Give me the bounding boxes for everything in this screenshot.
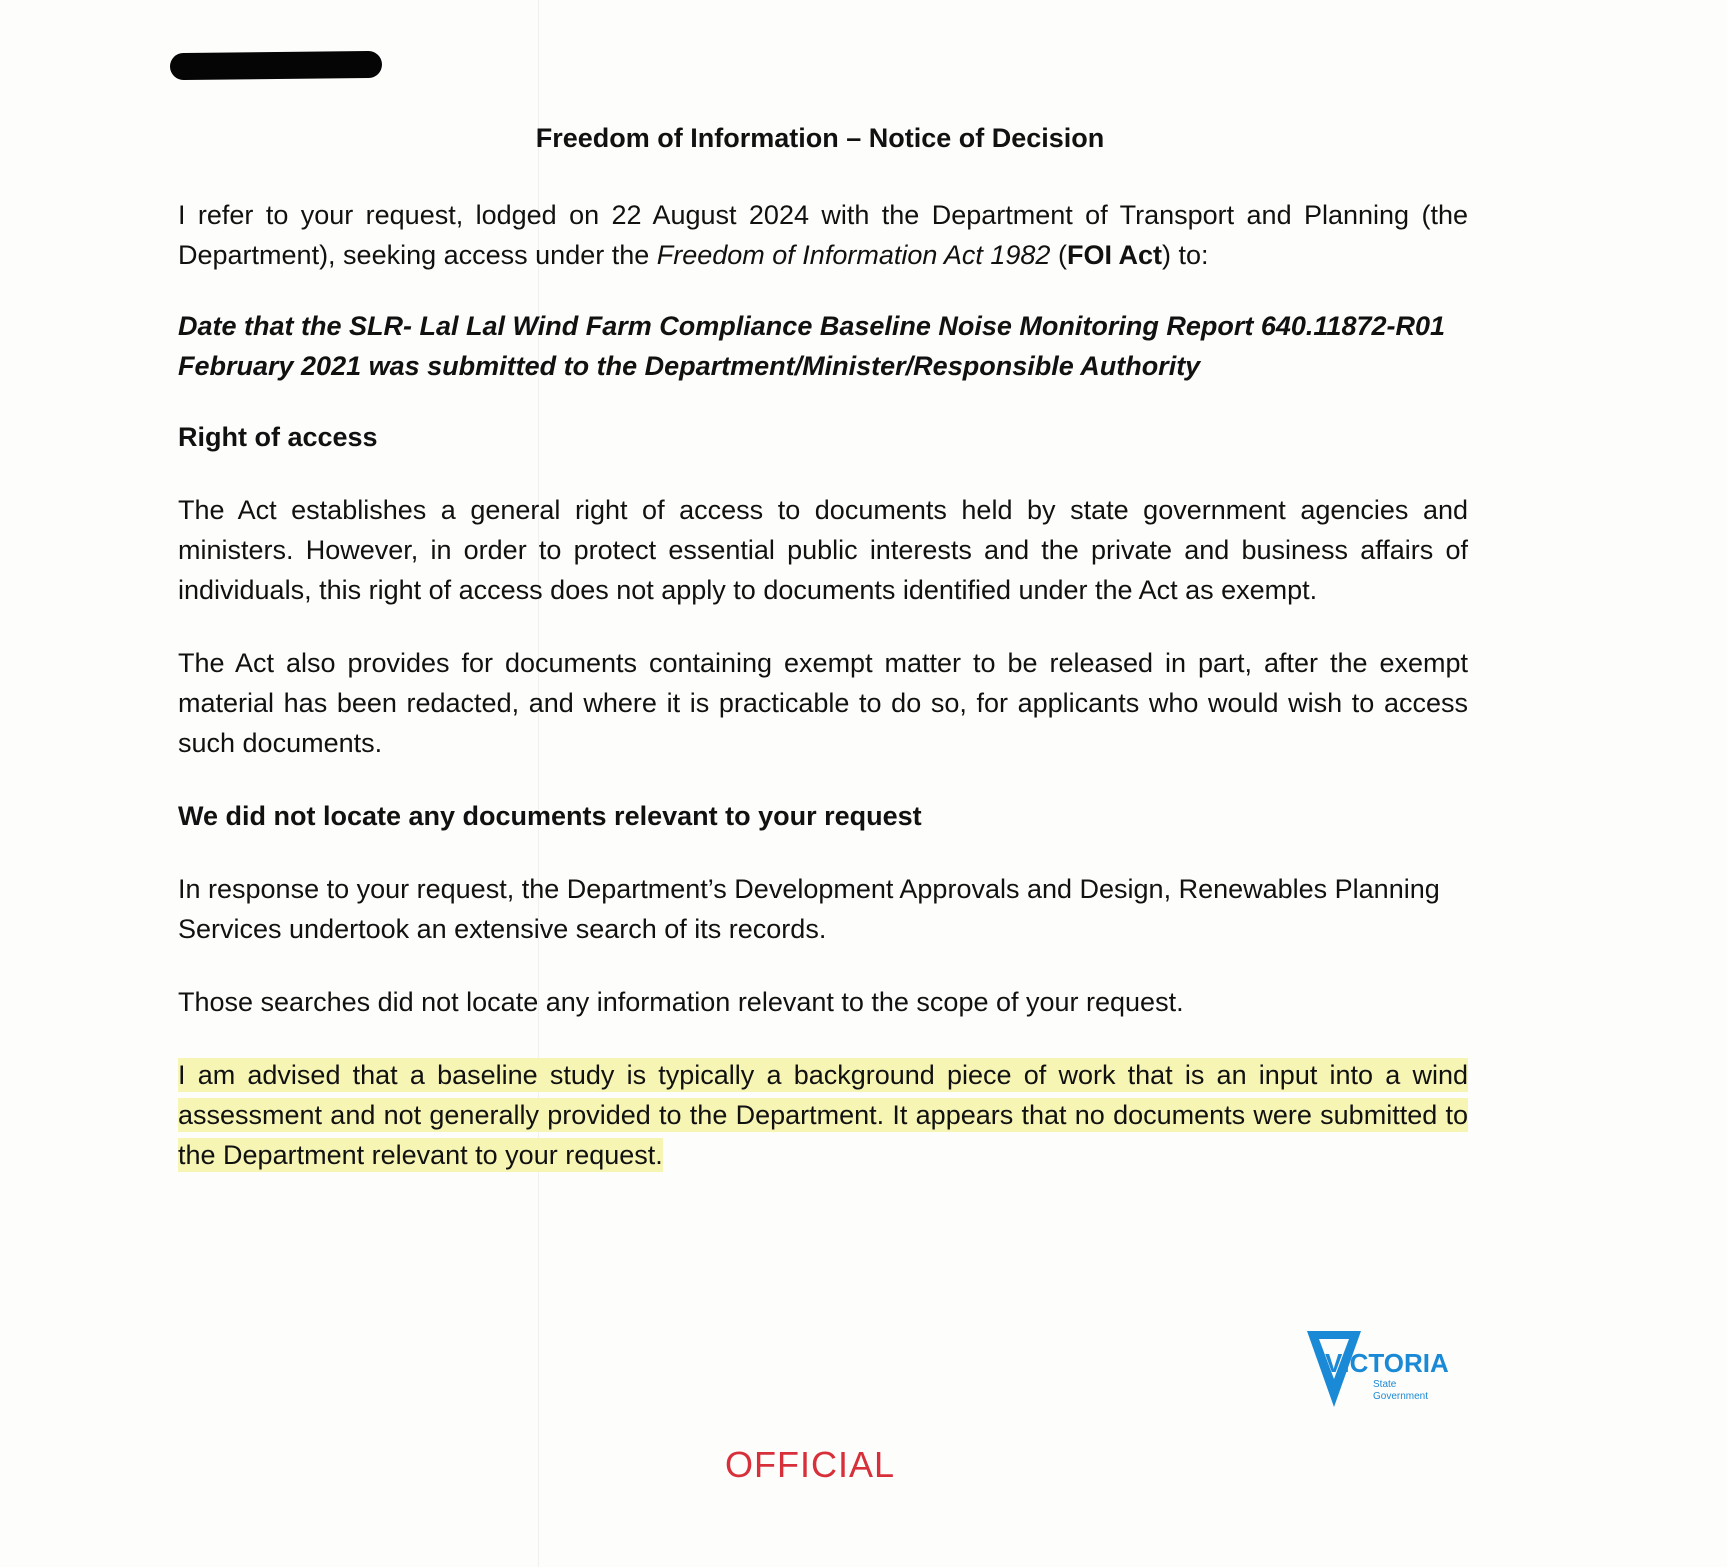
intro-text-mid: (: [1050, 240, 1067, 270]
request-scope: Date that the SLR- Lal Lal Wind Farm Compliance Baseline Noise Monitoring Report 640.11872-R01 February 2021 was submitted to the Department/Minister/Responsible Authority: [178, 311, 1446, 381]
victoria-logo-line2: Government: [1373, 1391, 1429, 1402]
redaction-mark: [170, 51, 382, 80]
act-short-name: FOI Act: [1066, 240, 1162, 270]
intro-text-after: ) to:: [1161, 240, 1209, 270]
victoria-logo-wordmark: VICTORIA: [1325, 1348, 1449, 1378]
classification-label: OFFICIAL: [724, 1444, 896, 1485]
act-name: Freedom of Information Act 1982: [656, 240, 1051, 270]
victoria-logo-line1: State: [1373, 1379, 1397, 1390]
no-documents-heading: We did not locate any documents relevant to your request: [178, 801, 922, 831]
highlighted-advice-paragraph: [178, 1055, 1468, 1175]
right-of-access-paragraph-1: The Act establishes a general right of access to documents held by state government agencies and ministers. However, in order to protect essential public interests and the private and business affairs of individuals, this right of access does not apply to documents identified under the Act as exempt.: [178, 495, 1468, 605]
victoria-state-government-logo: [1305, 1327, 1455, 1412]
highlighted-text: I am advised that a baseline study is typically a background piece of work that is an input into a wind assessment and not generally provided to the Department. It appears that no documents were submitted to the Department relevant to your request.: [178, 1060, 1468, 1170]
right-of-access-heading: Right of access: [178, 422, 378, 452]
letter-body: [178, 195, 1468, 1175]
search-paragraph: In response to your request, the Department’s Development Approvals and Design, Renewables Planning Services undertook an extensive search of its records.: [178, 874, 1440, 944]
intro-paragraph: [178, 195, 1468, 275]
search-result-paragraph: Those searches did not locate any information relevant to the scope of your request.: [178, 987, 1184, 1017]
right-of-access-paragraph-2: The Act also provides for documents containing exempt matter to be released in part, after the exempt material has been redacted, and where it is practicable to do so, for applicants who would wish to access such documents.: [178, 648, 1468, 758]
intro-text-before: I refer to your request, lodged on 22 August 2024 with the Department of Transport and Planning (the Department), seeking access under the: [178, 200, 1468, 270]
document-title: Freedom of Information – Notice of Decision: [535, 123, 1105, 153]
